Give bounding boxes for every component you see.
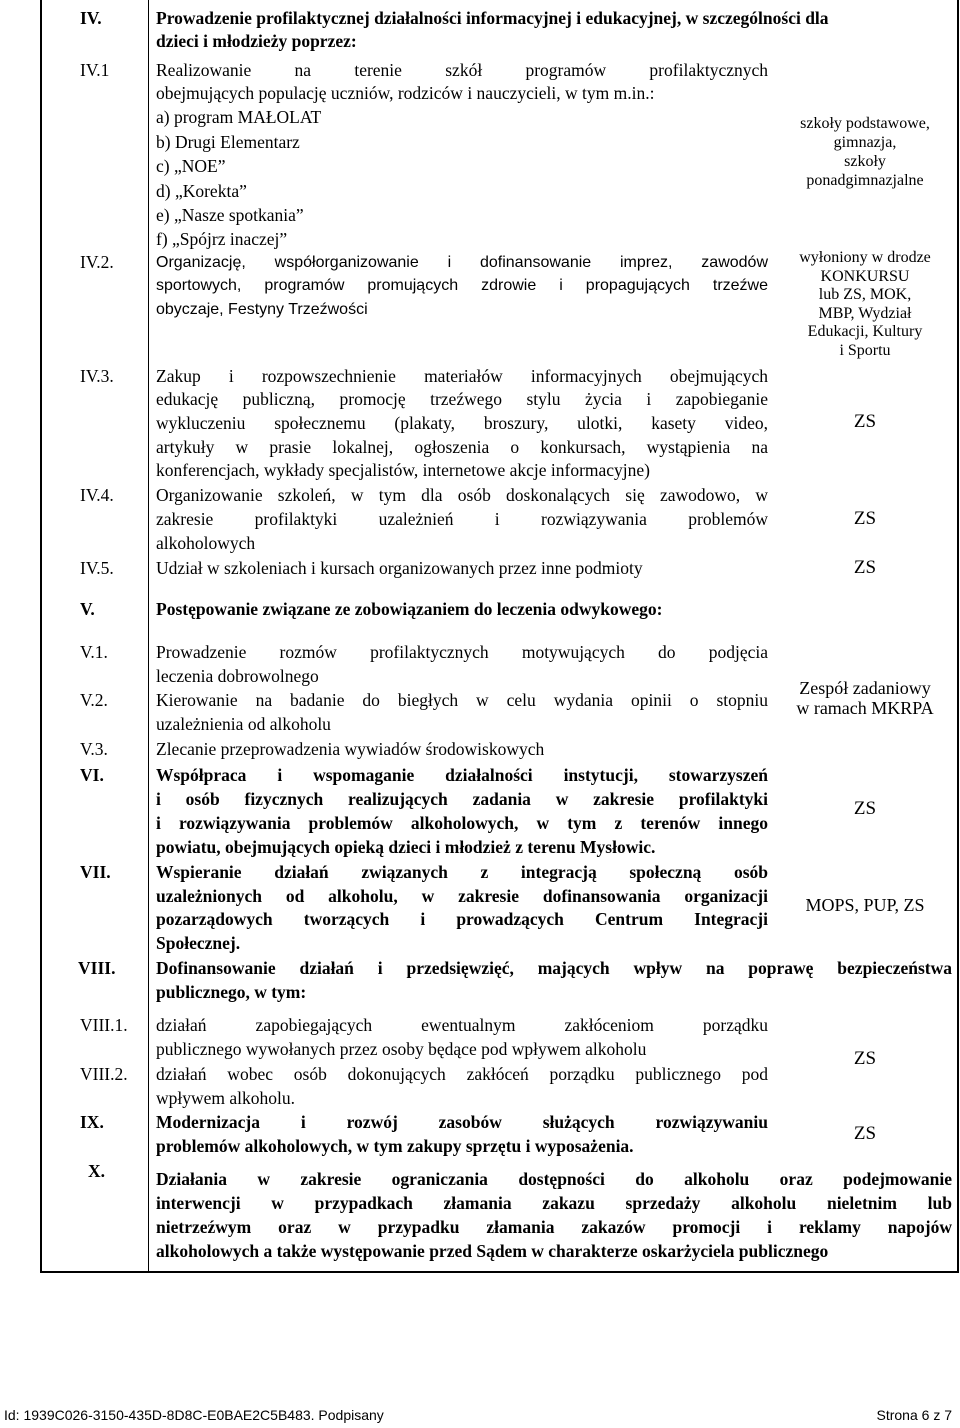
item-text: sportowych, programów promujących zdrowie i propagujących trzeźwe	[156, 277, 768, 294]
responsible-line: KONKURSU	[820, 267, 910, 285]
responsible-line: Edukacji, Kultury	[807, 323, 923, 340]
section-title: dzieci i młodzieży poprzez:	[156, 31, 357, 51]
column-divider	[148, 0, 149, 1271]
responsible-line: MBP, Wydział	[818, 304, 912, 322]
item-text: Kierowanie na badanie do biegłych w celu wydania opinii o stopniu	[156, 690, 768, 710]
item-number: V.2.	[80, 690, 108, 710]
item-number: IV.5.	[80, 558, 114, 578]
item-text: zakresie profilaktyki uzależnień i rozwiązywania problemów	[156, 509, 768, 529]
section-title: Postępowanie związane ze zobowiązaniem do leczenia odwykowego:	[156, 599, 663, 619]
section-title: i osób fizycznych realizujących zadania w zakresie profilaktyki	[156, 789, 768, 809]
responsible-line: i Sportu	[839, 341, 891, 359]
responsible-line: wyłoniony w drodze	[799, 249, 931, 266]
responsible-line: lub ZS, MOK,	[818, 286, 912, 303]
item-text: Zakup i rozpowszechnienie materiałów informacyjnych obejmujących	[156, 366, 768, 386]
item-text: Organizowanie szkoleń, w tym dla osób doskonalących się zawodowo, w	[156, 485, 768, 505]
responsible-line: ponadgimnazjalne	[806, 172, 924, 189]
item-text: leczenia dobrowolnego	[156, 666, 319, 686]
responsible-party: ZS	[853, 798, 877, 819]
list-item: f) „Spójrz inaczej”	[156, 229, 288, 249]
item-number: IV.2.	[80, 252, 114, 272]
item-text: Realizowanie na terenie szkół programów profilaktycznych	[156, 60, 768, 80]
section-number: VII.	[80, 862, 111, 882]
responsible-line: szkoły podstawowe,	[800, 115, 930, 132]
item-text: Udział w szkoleniach i kursach organizowanych przez inne podmioty	[156, 558, 643, 578]
item-text: działań wobec osób dokonujących zakłóceń porządku publicznego pod	[156, 1064, 768, 1084]
item-number: IV.1	[80, 60, 110, 80]
responsible-line: w ramach MKRPA	[796, 698, 934, 718]
item-text: artykuły w prasie lokalnej, ogłoszenia o konkursach, wystąpienia na	[156, 437, 768, 457]
section-number: V.	[80, 599, 95, 619]
list-item: e) „Nasze spotkania”	[156, 205, 304, 225]
section-title: problemów alkoholowych, w tym zakupy sprzętu i wyposażenia.	[156, 1136, 634, 1156]
section-title: uzależnionych od alkoholu, w zakresie dofinansowania organizacji	[156, 886, 768, 906]
list-item: d) „Korekta”	[156, 181, 247, 201]
section-number: X.	[88, 1161, 106, 1181]
section-title: publicznego, w tym:	[156, 982, 307, 1002]
responsible-line: gimnazja,	[833, 134, 897, 151]
responsible-line: szkoły	[844, 153, 886, 170]
item-number: V.3.	[80, 739, 108, 759]
list-item: b) Drugi Elementarz	[156, 132, 300, 152]
item-text: Organizację, współorganizowanie i dofinansowanie imprez, zawodów	[156, 254, 768, 271]
section-title: nietrzeźwym oraz w przypadku złamania zakazów promocji i reklamy napojów	[156, 1217, 952, 1237]
section-number: IX.	[80, 1112, 104, 1132]
section-title: Działania w zakresie ograniczania dostępności do alkoholu oraz podejmowanie	[156, 1169, 952, 1189]
list-item: c) „NOE”	[156, 156, 226, 176]
item-number: VIII.1.	[80, 1015, 128, 1035]
responsible-party: ZS	[853, 1048, 877, 1069]
responsible-party: ZS	[853, 508, 877, 529]
section-number: VIII.	[78, 958, 116, 978]
page-number: Strona 6 z 7	[876, 1407, 952, 1423]
item-text: wpływem alkoholu.	[156, 1088, 296, 1108]
item-text: uzależnienia od alkoholu	[156, 714, 331, 734]
responsible-party	[775, 114, 955, 190]
section-title: Dofinansowanie działań i przedsięwzięć, mających wpływ na poprawę bezpieczeństwa	[156, 958, 952, 978]
section-title: Wspieranie działań związanych z integracją społeczną osób	[156, 862, 768, 882]
item-text: publicznego wywołanych przez osoby będące pod wpływem alkoholu	[156, 1039, 647, 1059]
section-title: powiatu, obejmujących opieką dzieci i młodzież z terenu Mysłowic.	[156, 837, 656, 857]
item-text: Zlecanie przeprowadzenia wywiadów środowiskowych	[156, 739, 545, 759]
item-number: IV.4.	[80, 485, 114, 505]
list-item: a) program MAŁOLAT	[156, 107, 322, 127]
item-text: obejmujących populację uczniów, rodziców i nauczycieli, w tym m.in.:	[156, 83, 655, 103]
item-number: V.1.	[80, 642, 108, 662]
section-number: VI.	[80, 765, 104, 785]
item-text: działań zapobiegających ewentualnym zakłóceniom porządku	[156, 1015, 768, 1035]
responsible-party: ZS	[853, 411, 877, 432]
section-title: Współpraca i wspomaganie działalności instytucji, stowarzyszeń	[156, 765, 768, 785]
responsible-party	[775, 249, 955, 360]
section-title: Społecznej.	[156, 933, 241, 953]
section-number: IV.	[80, 8, 102, 28]
section-title: alkoholowych a także występowanie przed Sądem w charakterze oskarżyciela publicznego	[156, 1241, 829, 1261]
item-text: konferencjach, wykłady specjalistów, internetowe akcje informacyjne)	[156, 460, 651, 480]
item-number: IV.3.	[80, 366, 114, 386]
section-title: pozarządowych tworzących i prowadzących Centrum Integracji	[156, 909, 768, 929]
document-id: Id: 1939C026-3150-435D-8D8C-E0BAE2C5B483. Podpisany	[4, 1407, 384, 1423]
section-title: interwencji w przypadkach złamania zakazu sprzedaży alkoholu nieletnim lub	[156, 1193, 952, 1213]
item-text: obyczaje, Festyny Trzeźwości	[156, 301, 368, 318]
item-text: wykluczeniu społecznemu (plakaty, broszury, ulotki, kasety video,	[156, 413, 768, 433]
item-text: Prowadzenie rozmów profilaktycznych motywujących do podjęcia	[156, 642, 768, 662]
responsible-line: Zespół zadaniowy	[799, 678, 931, 698]
responsible-party: MOPS, PUP, ZS	[805, 895, 925, 915]
item-text: edukację publiczną, promocję trzeźwego stylu życia i zapobieganie	[156, 389, 768, 409]
responsible-party	[775, 678, 955, 718]
section-title: Prowadzenie profilaktycznej działalności informacyjnej i edukacyjnej, w szczególności dla	[156, 8, 829, 28]
section-title: i rozwiązywania problemów alkoholowych, w tym z terenów innego	[156, 813, 768, 833]
responsible-party: ZS	[853, 557, 877, 578]
item-text: alkoholowych	[156, 533, 256, 553]
item-number: VIII.2.	[80, 1064, 128, 1084]
responsible-party: ZS	[853, 1123, 877, 1144]
section-title: Modernizacja i rozwój zasobów służących rozwiązywaniu	[156, 1112, 768, 1132]
